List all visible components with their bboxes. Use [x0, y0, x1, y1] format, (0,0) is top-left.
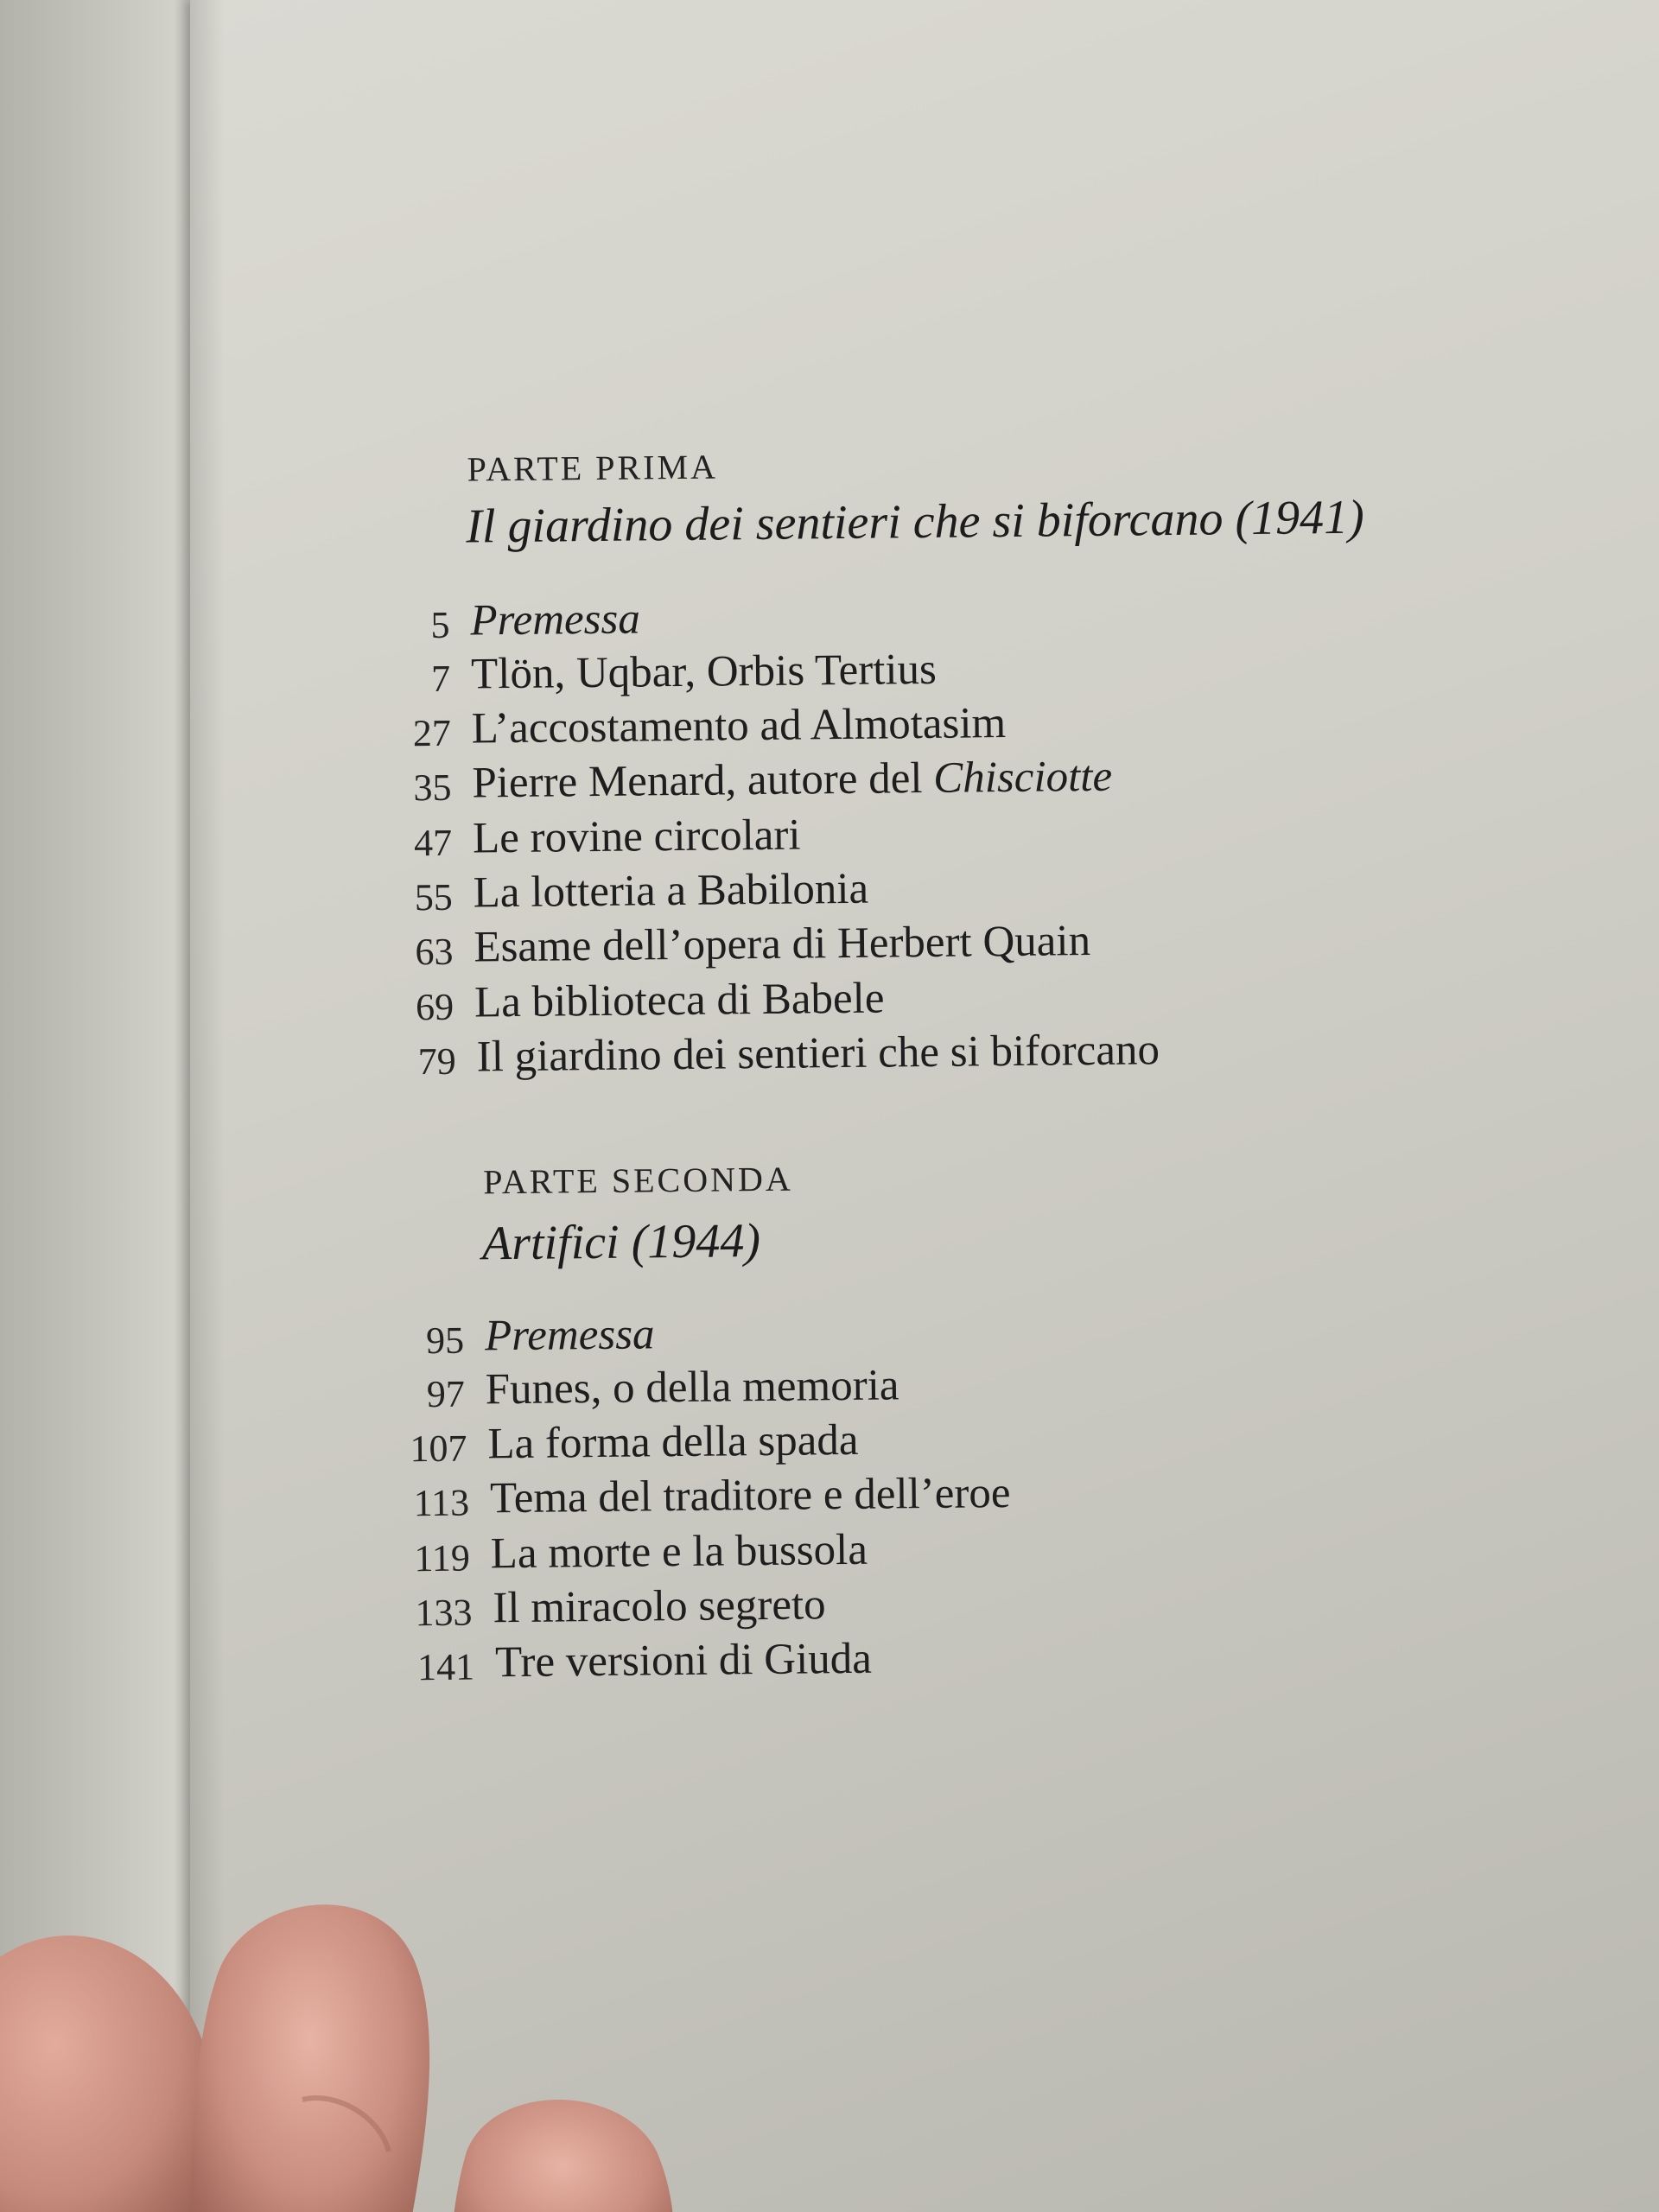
entry-title: Esame dell’opera di Herbert Quain: [474, 917, 1091, 972]
page-number: 55: [414, 875, 454, 919]
part-one-title: Il giardino dei sentieri che si biforcano (1941): [465, 490, 1365, 554]
entry-title: La biblioteca di Babele: [474, 974, 885, 1027]
toc-entry: [430, 645, 938, 702]
page-number: 119: [414, 1536, 471, 1580]
toc-entry: [430, 594, 641, 648]
page-number: 47: [413, 821, 453, 865]
page-number: 97: [426, 1372, 466, 1416]
part-one-label: PARTE PRIMA: [467, 447, 719, 489]
page-number: 7: [430, 657, 451, 700]
entry-title: Premessa: [484, 1310, 655, 1361]
entry-title: Il giardino dei sentieri che si biforcano: [476, 1026, 1160, 1082]
page-number: 27: [412, 711, 452, 755]
toc-entry: [416, 1634, 873, 1689]
toc-entry: [413, 752, 1113, 810]
entry-title: L’accostamento ad Almotasim: [471, 699, 1007, 753]
entry-title-roman: Pierre Menard, autore del: [472, 753, 934, 808]
toc-entry: [415, 974, 885, 1029]
page-number: 107: [410, 1427, 467, 1471]
entry-title: La morte e la bussola: [490, 1525, 868, 1579]
entry-title: [472, 752, 1112, 809]
entry-title: Il miracolo segreto: [493, 1580, 826, 1633]
toc-entry: [413, 810, 801, 865]
entry-title: Le rovine circolari: [472, 810, 801, 863]
page-number: 113: [413, 1481, 470, 1525]
entry-title: Tre versioni di Giuda: [494, 1634, 873, 1688]
page-number: 5: [430, 603, 450, 646]
toc-entry: [414, 864, 869, 919]
toc-entry: [413, 1469, 1011, 1525]
toc-entry: [410, 1415, 859, 1471]
toc-entry: [426, 1361, 899, 1416]
entry-title: Tlön, Uqbar, Orbis Tertius: [470, 645, 938, 699]
entry-title-italic: Chisciotte: [932, 752, 1113, 803]
page-number: 141: [416, 1645, 475, 1689]
page-number: 133: [415, 1591, 473, 1635]
entry-title: La lotteria a Babilonia: [473, 864, 869, 918]
entry-title: Premessa: [470, 594, 641, 645]
page-number: 69: [415, 985, 454, 1029]
toc-entry: [414, 1525, 868, 1580]
entry-title: Funes, o della memoria: [485, 1361, 899, 1414]
entry-title: Tema del traditore e dell’eroe: [489, 1469, 1011, 1523]
part-two-title: Artifici (1944): [481, 1214, 761, 1271]
part-two-label: PARTE SECONDA: [483, 1159, 793, 1202]
page-number: 79: [417, 1039, 457, 1084]
entry-title: La forma della spada: [487, 1415, 859, 1469]
page-number: 35: [413, 766, 452, 810]
toc-entry: [425, 1310, 655, 1363]
toc-entry: [412, 699, 1007, 756]
page-number: 63: [415, 930, 454, 974]
toc-entry: [417, 1026, 1160, 1084]
page-number: 95: [425, 1319, 465, 1363]
